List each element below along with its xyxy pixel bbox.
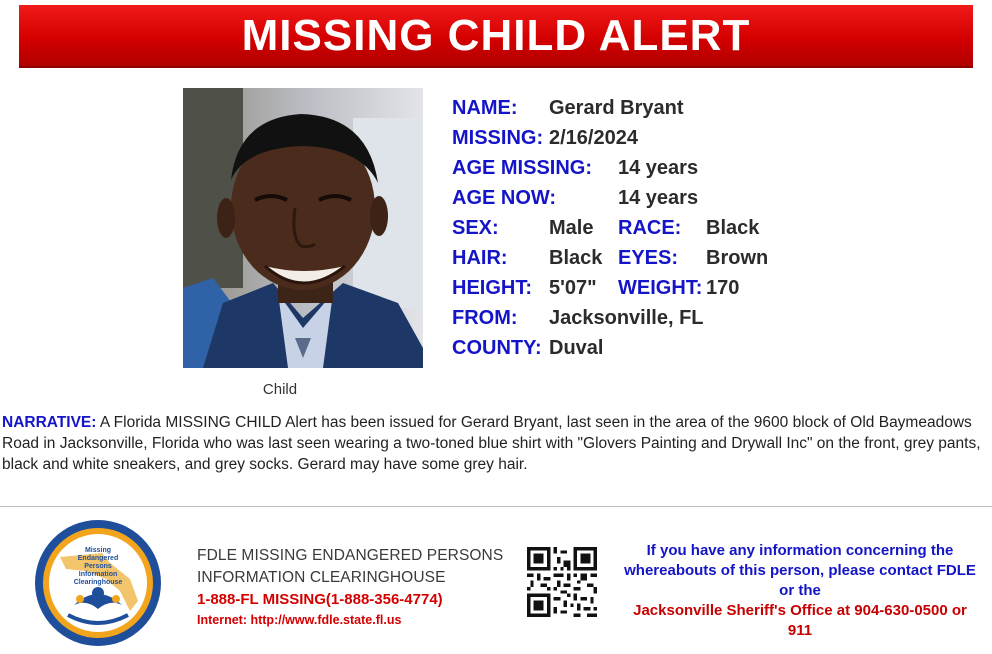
race-label: RACE: [618, 217, 682, 239]
height-label: HEIGHT: [452, 277, 532, 299]
eyes-label: EYES: [618, 247, 679, 269]
contact-line-4: Jacksonville Sheriff's Office at 904-630-0500 or [633, 602, 967, 619]
narrative [2, 412, 987, 475]
age-now-label: AGE NOW: [452, 187, 557, 209]
logo-text-2: Endangered [77, 555, 119, 562]
contact-line-2: whereabouts of this person, please contact FDLE [624, 562, 976, 579]
hotline-phone: 1-888-FL MISSING(1-888-356-4774) [197, 591, 443, 608]
narrative-text: A Florida MISSING CHILD Alert has been issued for Gerard Bryant, last seen in the area of the 9600 block of Old Baymeadows Road in Jacksonville, Florida who was last seen wearing a two-toned blue shirt with "Glovers Painting and Drywall Inc" on the front, grey pants, black and white sneakers, and grey socks. Gerard may have some grey hair. [2, 414, 981, 473]
height-value: 5'07" [549, 277, 597, 299]
missing-date-label: MISSING: [452, 127, 544, 149]
eyes-value: Brown [706, 247, 769, 269]
age-missing-value: 14 years [618, 157, 699, 179]
hair-value: Black [549, 247, 603, 269]
narrative-label: NARRATIVE: [2, 414, 97, 431]
from-value: Jacksonville, FL [549, 307, 704, 329]
county-value: Duval [549, 337, 604, 359]
sex-label: SEX: [452, 217, 499, 239]
name-label: NAME: [452, 97, 518, 119]
sex-value: Male [549, 217, 594, 239]
weight-label: WEIGHT: [618, 277, 703, 299]
contact-line-5: 911 [787, 622, 813, 639]
logo-text-4: Information [78, 571, 118, 578]
clearinghouse-info [197, 545, 503, 629]
child-photo [183, 88, 423, 368]
child-portrait-image [183, 88, 423, 368]
logo-text-5: Clearinghouse [73, 579, 123, 586]
contact-instructions [608, 541, 992, 641]
logo-text-1: Missing [84, 547, 112, 554]
hair-label: HAIR: [452, 247, 508, 269]
fdle-clearinghouse-logo [34, 519, 162, 647]
race-value: Black [706, 217, 760, 239]
photo-caption: Child [262, 381, 298, 398]
org-name-line-2: INFORMATION CLEARINGHOUSE [197, 569, 446, 586]
missing-date-value: 2/16/2024 [549, 127, 638, 149]
weight-value: 170 [706, 277, 740, 299]
qr-code-icon[interactable] [527, 547, 597, 617]
logo-text-3: Persons [84, 563, 112, 570]
county-label: COUNTY: [452, 337, 542, 359]
org-name-line-1: FDLE MISSING ENDANGERED PERSONS [197, 547, 504, 564]
age-now-value: 14 years [618, 187, 699, 209]
age-missing-label: AGE MISSING: [452, 157, 593, 179]
alert-banner [19, 5, 973, 68]
from-label: FROM: [452, 307, 518, 329]
contact-line-1: If you have any information concerning the [646, 542, 954, 559]
footer-divider [0, 506, 992, 507]
contact-line-3: or the [779, 582, 821, 599]
website-link[interactable]: Internet: http://www.fdle.state.fl.us [197, 613, 402, 627]
alert-title: MISSING CHILD ALERT [241, 10, 751, 60]
name-value: Gerard Bryant [549, 97, 684, 119]
